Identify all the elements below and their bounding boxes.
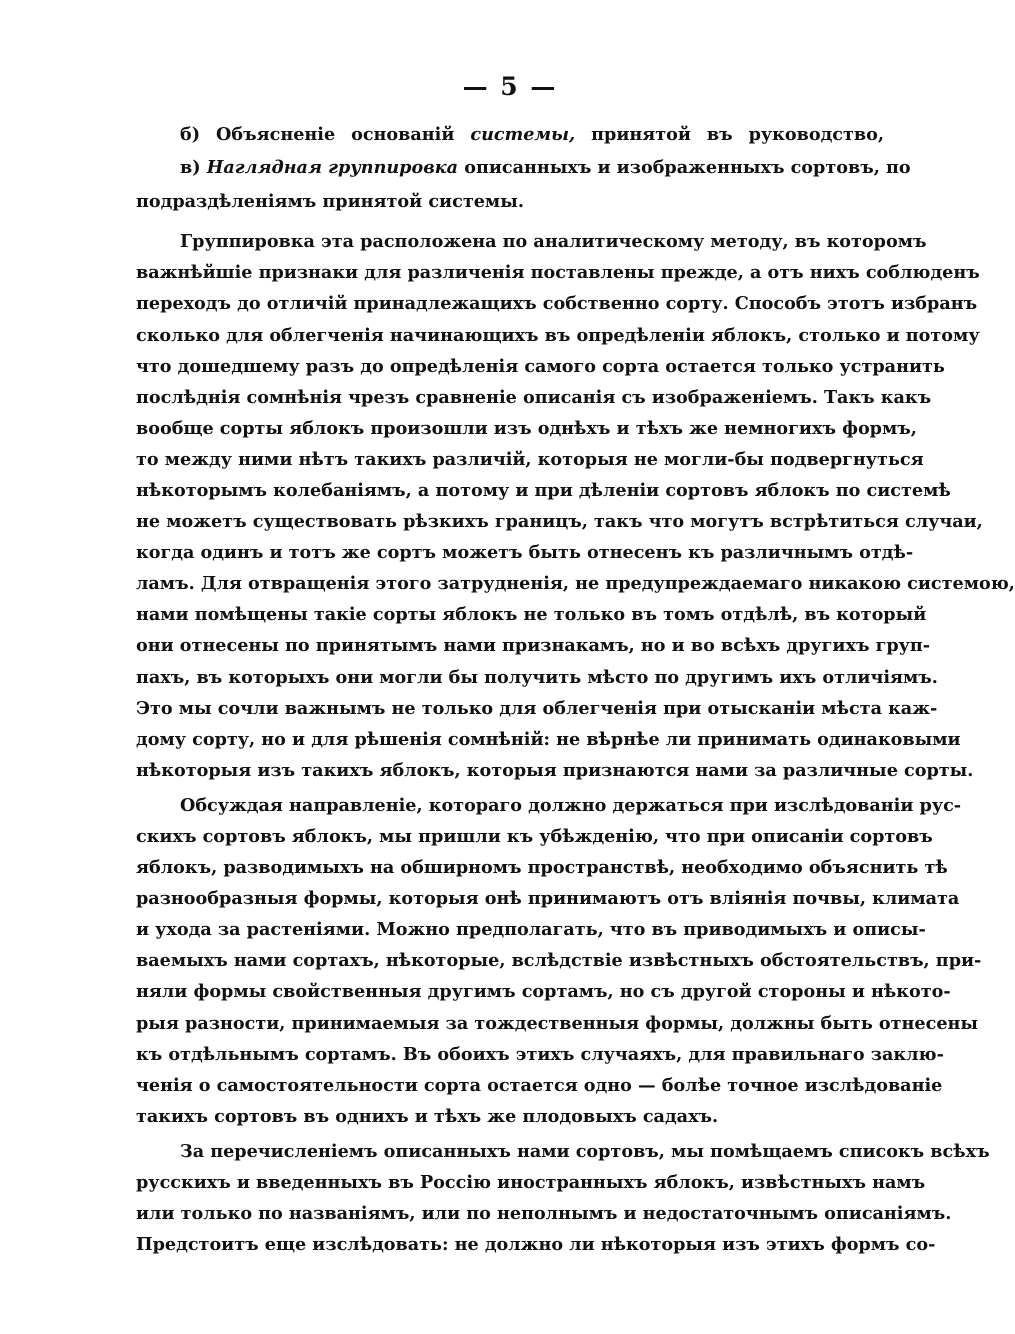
list-item-b-italic: системы, — [470, 124, 576, 145]
text-line: къ отдѣльнымъ сортамъ. Въ обоихъ этихъ случаяхъ, для правильнаго заклю- — [136, 1043, 944, 1065]
list-item-v-text-1: описанныхъ и изображенныхъ сортовъ, по — [464, 157, 911, 179]
text-line: то между ними нѣтъ такихъ различій, которыя не могли-бы подвергнуться — [136, 448, 924, 470]
list-item-v-italic: Наглядная группировка — [206, 157, 459, 179]
text-line: нами помѣщены такіе сорты яблокъ не только въ томъ отдѣлѣ, въ который — [136, 604, 927, 626]
paragraph-3 — [136, 1136, 990, 1260]
paragraph-2 — [136, 790, 982, 1132]
list-item-v-line2 — [136, 185, 884, 218]
text-line: когда одинъ и тотъ же сортъ можетъ быть отнесенъ къ различнымъ отдѣ- — [136, 542, 914, 564]
text-line: важнѣйшіе признаки для различенія поставлены прежде, а отъ нихъ соблюденъ — [136, 262, 980, 284]
document-page — [136, 70, 1015, 1260]
text-line: рыя разности, принимаемыя за тождественныя формы, должны быть отнесены — [136, 1012, 979, 1034]
text-line: Это мы сочли важнымъ не только для облегченія при отысканіи мѣста каж- — [136, 697, 938, 719]
text-line: Обсуждая направленіе, котораго должно держаться при изслѣдованіи рус- — [180, 794, 962, 816]
text-line: пахъ, въ которыхъ они могли бы получить мѣсто по другимъ ихъ отличіямъ. — [136, 666, 938, 688]
text-line: вообще сорты яблокъ произошли изъ однѣхъ и тѣхъ же немногихъ формъ, — [136, 417, 917, 439]
list-marker-v: в) — [180, 157, 201, 179]
list-item-b-text-1: Объясненіе основаній — [216, 124, 455, 145]
list-marker-b: б) — [180, 124, 201, 145]
text-line: ченія о самостоятельности сорта остается одно — болѣе точное изслѣдованіе — [136, 1074, 943, 1096]
text-line: или только по названіямъ, или по неполнымъ и недостаточнымъ описаніямъ. — [136, 1203, 952, 1225]
text-line: переходъ до отличій принадлежащихъ собственно сорту. Способъ этотъ избранъ — [136, 293, 978, 315]
list-item-v-line1 — [136, 151, 911, 184]
text-line: не можетъ существовать рѣзкихъ границъ, такъ что могутъ встрѣтиться случаи, — [136, 511, 983, 533]
text-line: что дошедшему разъ до опредѣленія самого сорта остается только устранить — [136, 355, 945, 377]
text-line: Группировка эта расположена по аналитическому методу, въ которомъ — [180, 231, 927, 253]
text-line: русскихъ и введенныхъ въ Россію иностранныхъ яблокъ, извѣстныхъ намъ — [136, 1172, 926, 1194]
text-line: яблокъ, разводимыхъ на обширномъ пространствѣ, необходимо объяснить тѣ — [136, 857, 948, 879]
text-line: они отнесены по принятымъ нами признакамъ, но и во всѣхъ другихъ груп- — [136, 635, 931, 657]
text-line: Предстоитъ еще изслѣдовать: не должно ли нѣкоторыя изъ этихъ формъ со- — [136, 1234, 936, 1256]
text-line: сколько для облегченія начинающихъ въ опредѣленіи яблокъ, столько и потому — [136, 324, 980, 346]
text-line: няли формы свойственныя другимъ сортамъ, но съ другой стороны и нѣкото- — [136, 981, 951, 1003]
paragraph-1 — [136, 226, 1015, 786]
text-line: послѣднія сомнѣнія чрезъ сравненіе описанія съ изображеніемъ. Такъ какъ — [136, 386, 932, 408]
body-text — [136, 226, 1015, 1260]
text-line: нѣкоторыя изъ такихъ яблокъ, которыя признаются нами за различные сорты. — [136, 759, 974, 781]
text-line: разнообразныя формы, которыя онѣ принимаютъ отъ вліянія почвы, климата — [136, 888, 960, 910]
text-line: За перечисленіемъ описанныхъ нами сортовъ, мы помѣщаемъ списокъ всѣхъ — [180, 1140, 990, 1162]
text-line: и ухода за растеніями. Можно предполагать, что въ приводимыхъ и описы- — [136, 919, 926, 941]
list-item-b-text-2: принятой въ руководство, — [591, 124, 884, 145]
text-line: ваемыхъ нами сортахъ, нѣкоторые, вслѣдствіе извѣстныхъ обстоятельствъ, при- — [136, 950, 982, 972]
page-number: — 5 — — [462, 72, 558, 101]
text-line: ламъ. Для отвращенія этого затрудненія, не предупреждаемаго никакою системою, — [136, 573, 1015, 595]
list-item-b — [136, 118, 884, 151]
list-item-v-text-2: подраздѣленіямъ принятой системы. — [136, 190, 524, 212]
text-line: скихъ сортовъ яблокъ, мы пришли къ убѣжденію, что при описаніи сортовъ — [136, 826, 933, 847]
text-line: такихъ сортовъ въ однихъ и тѣхъ же плодовыхъ садахъ. — [136, 1105, 719, 1127]
text-line: нѣкоторымъ колебаніямъ, а потому и при дѣленіи сортовъ яблокъ по системѣ — [136, 479, 951, 501]
text-line: дому сорту, но и для рѣшенія сомнѣній: не вѣрнѣе ли принимать одинаковыми — [136, 728, 961, 750]
